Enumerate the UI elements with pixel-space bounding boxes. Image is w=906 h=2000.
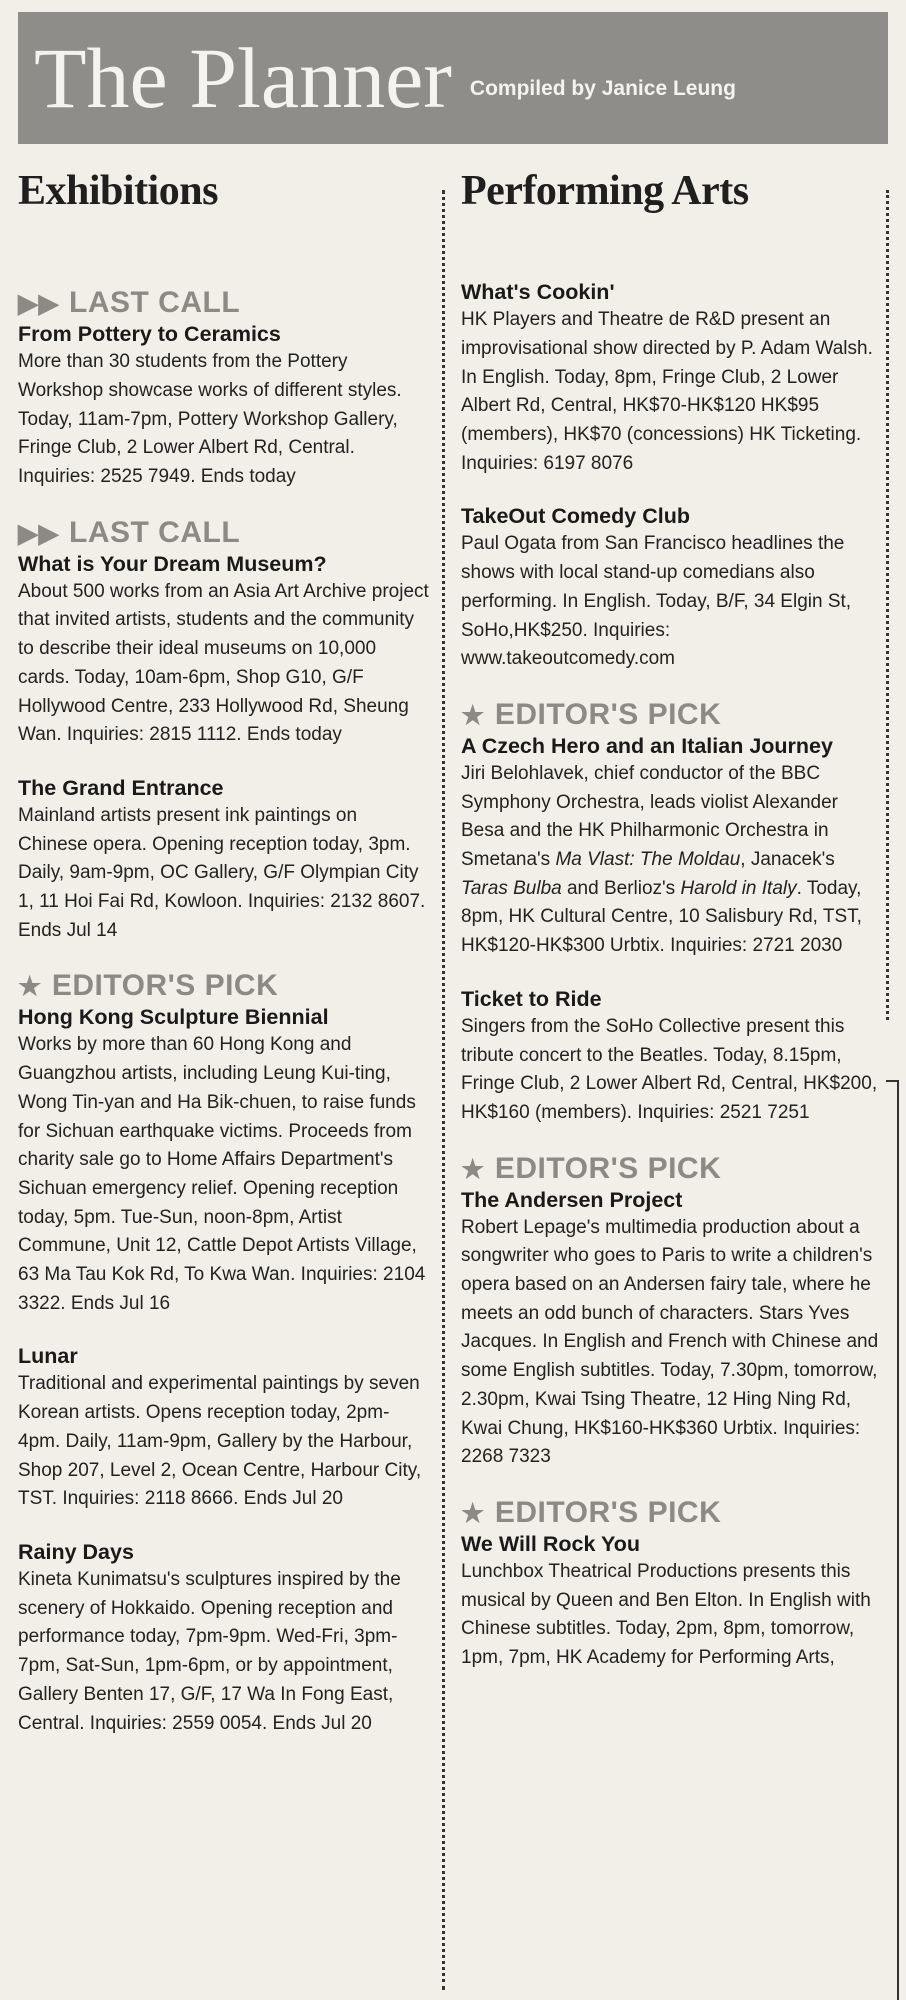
listing-entry (461, 1496, 879, 1673)
listing-entry (461, 502, 879, 674)
tag-label: LAST CALL (69, 515, 241, 549)
performing-arts-heading: Performing Arts (461, 168, 749, 214)
masthead (18, 12, 888, 144)
body-text: , Janacek's (740, 849, 835, 871)
last-call-tag (18, 516, 430, 550)
listing-entry (18, 1538, 430, 1738)
entry-title: Hong Kong Sculpture Biennial (18, 1005, 329, 1030)
work-title: Taras Bulba (461, 877, 562, 899)
entry-body: Works by more than 60 Hong Kong and Guangzhou artists, including Leung Kui-ting, Wong Tin-yan and Ha Bik-chuen, to raise funds for Sichuan earthquake victims. Proceeds from charity sale go to Home Affairs Department's Sichuan emergency relief. Opening reception today, 5pm. Tue-Sun, noon-8pm, Artist Commune, Unit 12, Cattle Depot Artists Village, 63 Ma Tau Kok Rd, To Kwa Wan. Inquiries: 2104 3322. Ends Jul 16 (18, 1034, 426, 1314)
listing-entry (18, 286, 430, 492)
entry-body: Kineta Kunimatsu's sculptures inspired by the scenery of Hokkaido. Opening reception and performance today, 7pm-9pm. Wed-Fri, 3pm-7pm, Sat-Sun, 1pm-6pm, or by appointment, Gallery Benten 17, G/F, 17 Wa In Fong East, Central. Inquiries: 2559 0054. Ends Jul 20 (18, 1568, 401, 1734)
tag-label: LAST CALL (69, 286, 241, 320)
double-arrow-icon: ▶▶ (18, 288, 59, 319)
listing-entry (18, 516, 430, 750)
star-icon: ★ (461, 699, 485, 730)
tag-label: EDITOR'S PICK (51, 969, 279, 1003)
listing-entry (461, 698, 879, 961)
exhibitions-heading: Exhibitions (18, 168, 218, 214)
last-call-tag (18, 286, 430, 320)
star-icon: ★ (461, 1497, 485, 1528)
double-arrow-icon: ▶▶ (18, 517, 59, 548)
entry-title: What is Your Dream Museum? (18, 551, 327, 576)
right-border-dotted (886, 190, 889, 1020)
performing-arts-column (461, 168, 879, 1697)
masthead-credit: Compiled by Janice Leung (469, 77, 736, 100)
listing-entry (18, 774, 430, 946)
entry-title: Lunar (18, 1344, 78, 1369)
entry-title: What's Cookin' (461, 280, 615, 305)
listing-entry (18, 969, 430, 1318)
entry-title: The Andersen Project (461, 1187, 683, 1212)
entry-body: Traditional and experimental paintings by seven Korean artists. Opens reception today, 2pm-4pm. Daily, 11am-9pm, Gallery by the Harbour, Shop 207, Level 2, Ocean Centre, Harbour City, TST. Inquiries: 2118 8666. Ends Jul 20 (18, 1373, 422, 1510)
body-text: and Berlioz's (561, 877, 681, 899)
tag-label: EDITOR'S PICK (494, 1495, 722, 1529)
entry-title: The Grand Entrance (18, 775, 224, 800)
exhibitions-column (18, 168, 430, 1762)
entry-title: From Pottery to Ceramics (18, 322, 281, 347)
listing-entry (461, 278, 879, 478)
right-border-solid (897, 1082, 899, 2000)
column-divider (442, 190, 445, 1990)
entry-body: Lunchbox Theatrical Productions presents this musical by Queen and Ben Elton. In English with Chinese subtitles. Today, 2pm, 8pm, tomorrow, 1pm, 7pm, HK Academy for Performing Arts, (461, 1560, 871, 1669)
entry-title: TakeOut Comedy Club (461, 504, 690, 529)
entry-body: HK Players and Theatre de R&D present an improvisational show directed by P. Adam Walsh. In English. Today, 8pm, Fringe Club, 2 Lower Albert Rd, Central, HK$70-HK$120 HK$95 (members), HK$70 (concessions) HK Ticketing. Inquiries: 6197 8076 (461, 309, 873, 474)
entry-body (461, 760, 879, 961)
listing-entry (461, 1152, 879, 1472)
masthead-title: The Planner (34, 30, 452, 126)
tag-label: EDITOR'S PICK (494, 1151, 722, 1185)
entry-body: Singers from the SoHo Collective present this tribute concert to the Beatles. Today, 8.15pm, Fringe Club, 2 Lower Albert Rd, Central, HK$200, HK$160 (members). Inquiries: 2521 7251 (461, 1015, 878, 1123)
entry-title: We Will Rock You (461, 1531, 641, 1556)
star-icon: ★ (18, 971, 42, 1002)
editors-pick-tag (461, 1496, 879, 1530)
editors-pick-tag (461, 698, 879, 732)
entry-title: Rainy Days (18, 1539, 134, 1564)
listing-entry (461, 985, 879, 1128)
entry-body: Robert Lepage's multimedia production about a songwriter who goes to Paris to write a children's opera based on an Andersen fairy tale, where he meets an odd bunch of characters. Stars Yves Jacques. In English and French with Chinese and some English subtitles. Today, 7.30pm, tomorrow, 2.30pm, Kwai Tsing Theatre, 12 Hing Ning Rd, Kwai Chung, HK$160-HK$360 Urbtix. Inquiries: 2268 7323 (461, 1216, 879, 1468)
work-title: Harold in Italy (680, 877, 797, 899)
entry-body: Mainland artists present ink paintings on Chinese opera. Opening reception today, 3pm. Daily, 9am-9pm, OC Gallery, G/F Olympian City 1, 11 Hoi Fai Rd, Kowloon. Inquiries: 2132 8607. Ends Jul 14 (18, 804, 426, 941)
body-text: . Today, 8pm, HK Cultural Centre, 10 Salisbury Rd, TST, HK$120-HK$300 Urbtix. Inquiries: 2721 2030 (461, 877, 862, 957)
work-title: Ma Vlast: The Moldau (555, 849, 741, 871)
editors-pick-tag (18, 969, 430, 1003)
entry-title: A Czech Hero and an Italian Journey (461, 733, 833, 758)
body-text: Jiri Belohlavek, chief conductor of the BBC Symphony Orchestra, leads violist Alexander Besa and the HK Philharmonic Orchestra in Smetana's (461, 762, 839, 871)
listing-entry (18, 1342, 430, 1514)
tag-label: EDITOR'S PICK (494, 697, 722, 731)
entry-body: More than 30 students from the Pottery Workshop showcase works of different styles. Today, 11am-7pm, Pottery Workshop Gallery, Fringe Club, 2 Lower Albert Rd, Central. Inquiries: 2525 7949. Ends today (18, 351, 402, 487)
entry-body: About 500 works from an Asia Art Archive project that invited artists, students and the community to describe their ideal museums on 10,000 cards. Today, 10am-6pm, Shop G10, G/F Hollywood Centre, 233 Hollywood Rd, Sheung Wan. Inquiries: 2815 1112. Ends today (18, 580, 429, 746)
entry-body: Paul Ogata from San Francisco headlines the shows with local stand-up comedians also performing. In English. Today, B/F, 34 Elgin St, SoHo,HK$250. Inquiries: www.takeoutcomedy.com (461, 533, 852, 670)
entry-title: Ticket to Ride (461, 986, 602, 1011)
star-icon: ★ (461, 1153, 485, 1184)
editors-pick-tag (461, 1152, 879, 1186)
